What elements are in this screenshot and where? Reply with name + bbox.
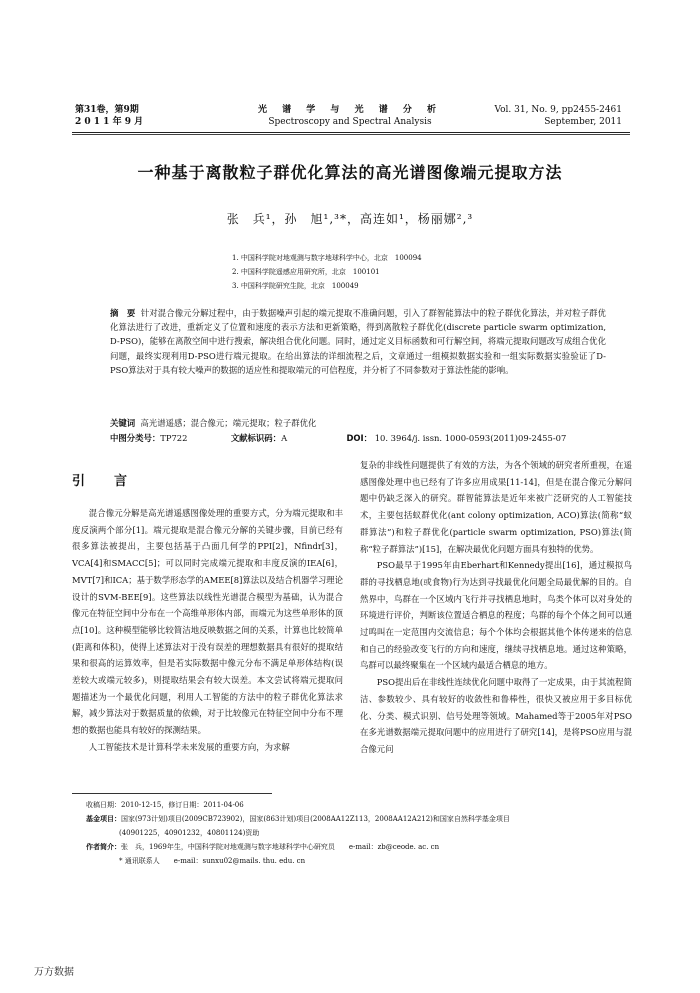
affiliation-item: 2. 中国科学院遥感应用研究所，北京 100101 xyxy=(232,268,380,276)
keywords xyxy=(110,416,316,430)
author-bio-text: 张 兵，1969年生，中国科学院对地观测与数字地球科学中心研究员 e-mail：zb@ceode. ac. cn xyxy=(121,843,440,851)
affiliation-list xyxy=(232,251,422,293)
clc-label: 中图分类号： xyxy=(110,433,161,443)
year-month: 2 0 1 1 年 9 月 xyxy=(75,117,144,127)
header-rule-thin xyxy=(72,134,630,135)
fund-line-cont: (40901225，40901232，40801124)资助 xyxy=(119,829,260,837)
affiliation-item: 1. 中国科学院对地观测与数字地球科学中心，北京 100094 xyxy=(232,254,422,262)
doc-code: A xyxy=(281,433,288,443)
paragraph: 混合像元分解是高光谱遥感图像处理的重要方式，分为端元提取和丰度反演两个部分[1]。端元提取是混合像元分解的关键步骤，目前已经有很多算法被提出，主要包括基于凸面几何学的PPI[2]，Nfindr[3]，VCA[4]和SMACC[5]；可以同时完成端元提取和丰度反演的IEA[6]，MVT[7]和ICA；基于数学形态学的AMEE[8]算法以及结合机器学习理论设计的SVM-BEE[9]。这些算法以线性光谱混合模型为基础，认为混合像元在特征空间中分布在一个高维单形体内部，而端元为这些单形体的顶点[10]。这种模型能够比较简洁地反映数据之间的关系，计算也比较简单(距离和体积)，使得上述算法对于没有误差的理想数据具有很好的提取结果和很高的运算效率，但是若实际数据中像元分布不满足单形体结构(误差较大或端元较多)，则提取结果会有较大误差。本文尝试将端元提取问题描述为一个最优化问题，利用人工智能的方法中的粒子群优化算法求解，减少算法对于数据质量的依赖，对于比较像元在特征空间中分布不理想的数据也能具有较好的探测结果。 xyxy=(72,508,343,736)
header-rule xyxy=(72,132,630,133)
keywords-label: 关键词 xyxy=(110,418,136,428)
date-en: September, 2011 xyxy=(544,117,622,127)
fund-text: 国家(973计划)项目(2009CB723902)，国家(863计划)项目(2008AA12Z113，2008AA12A212)和国家自然科学基金项目 xyxy=(121,815,510,823)
journal-name-cn: 光 谱 学 与 光 谱 分 析 xyxy=(258,105,442,115)
doi: 10. 3964/j. issn. 1000-0593(2011)09-2455-07 xyxy=(374,433,567,443)
fund-line xyxy=(86,812,630,826)
abstract xyxy=(110,306,606,377)
paper-title: 一种基于离散粒子群优化算法的高光谱图像端元提取方法 xyxy=(137,163,563,182)
doc-code-label: 文献标识码： xyxy=(230,433,282,443)
affiliation-item: 3. 中国科学院研究生院，北京 100049 xyxy=(232,282,359,290)
footnote-rule xyxy=(72,793,272,794)
received-date: 收稿日期：2010-12-15，修订日期：2011-04-06 xyxy=(86,801,244,809)
author-bio-line xyxy=(86,840,630,854)
paragraph: 复杂的非线性问题提供了有效的方法，为各个领域的研究者所重视，在遥感图像处理中也已经有了许多应用成果[11-14]，但是在混合像元分解问题中仍缺乏深入的研究。群智能算法是近年来被广泛研究的人工智能技术，主要包括蚁群优化(ant colony optimization, ACO)算法(简称“蚁群算法”)和粒子群优化(particle swarm optimization, PSO)算法(简称“粒子群算法”)[15]，在解决最优化问题方面具有独特的优势。 xyxy=(360,460,632,554)
author-bio-label: 作者简介： xyxy=(86,843,121,851)
keywords-text: 高光谱遥感；混合像元；端元提取；粒子群优化 xyxy=(140,418,317,428)
section-heading: 引 言 xyxy=(72,474,136,489)
classification-line xyxy=(110,431,606,445)
corresponding-author: * 通讯联系人 e-mail：sunxu02@mails. thu. edu. cn xyxy=(119,857,306,865)
author-list: 张 兵¹，孙 旭¹,³*，高连如¹，杨丽娜²,³ xyxy=(226,212,474,226)
footnotes xyxy=(86,798,630,868)
doi-label: DOI： xyxy=(346,433,373,443)
right-column xyxy=(360,457,632,758)
abstract-text: 针对混合像元分解过程中，由于数据噪声引起的端元提取不准确问题，引入了群智能算法中的粒子群优化算法，并对粒子群优化算法进行了改进，重新定义了位置和速度的表示方法和更新策略，得到离散粒子群优化(discrete particle swarm optimization, D-PSO)，能够在离散空间中进行搜索，解决组合优化问题。同时，通过定义目标函数和可行解空间，将端元提取问题改写成组合优化问题，最终实现利用D-PSO进行端元提取。在给出算法的详细流程之后，文章通过一组模拟数据实验和一组实际数据实验验证了D-PSO算法对于具有较大噪声的数据的适应性和提取端元的可信程度，并分析了不同参数对于算法性能的影响。 xyxy=(110,308,607,375)
volume-issue: 第31卷，第9期 xyxy=(75,105,139,115)
paragraph: 人工智能技术是计算科学未来发展的重要方向，为求解 xyxy=(88,741,290,752)
journal-name-en: Spectroscopy and Spectral Analysis xyxy=(268,117,432,127)
header-citation-block xyxy=(494,104,622,128)
fund-label: 基金项目： xyxy=(86,815,121,823)
clc-code: TP722 xyxy=(160,433,188,443)
paragraph: PSO最早于1995年由Eberhart和Kennedy提出[16]，通过模拟鸟群的寻找栖息地(或食物)行为达到寻找最优化问题全局最优解的目的。自然界中，鸟群在一个区域内飞行并寻找栖息地时，鸟类个体可以对身处的环境进行评价，判断该位置适合栖息的程度；鸟群的每个个体之间可以通过鸣叫在一定范围内交流信息；每个个体均会根据其他个体传递来的信息和自己的经验改变飞行的方向和速度，继续寻找栖息地。通过这种策略，鸟群可以最终聚集在一个区域内最适合栖息的地方。 xyxy=(360,560,632,671)
left-column xyxy=(72,505,343,756)
paragraph: PSO提出后在非线性连续优化问题中取得了一定成果，由于其流程简洁、参数较少、具有较好的收敛性和鲁棒性，很快又被应用于多目标优化、分类、模式识别、信号处理等领域。Mahamed等于2005年对PSO在多光谱数据端元提取问题中的应用进行了研究[14]，是将PSO应用与混合像元问 xyxy=(360,677,632,754)
abstract-label: 摘 要 xyxy=(110,308,136,318)
watermark: 万方数据 xyxy=(34,967,74,978)
citation: Vol. 31, No. 9, pp2455-2461 xyxy=(494,105,622,115)
